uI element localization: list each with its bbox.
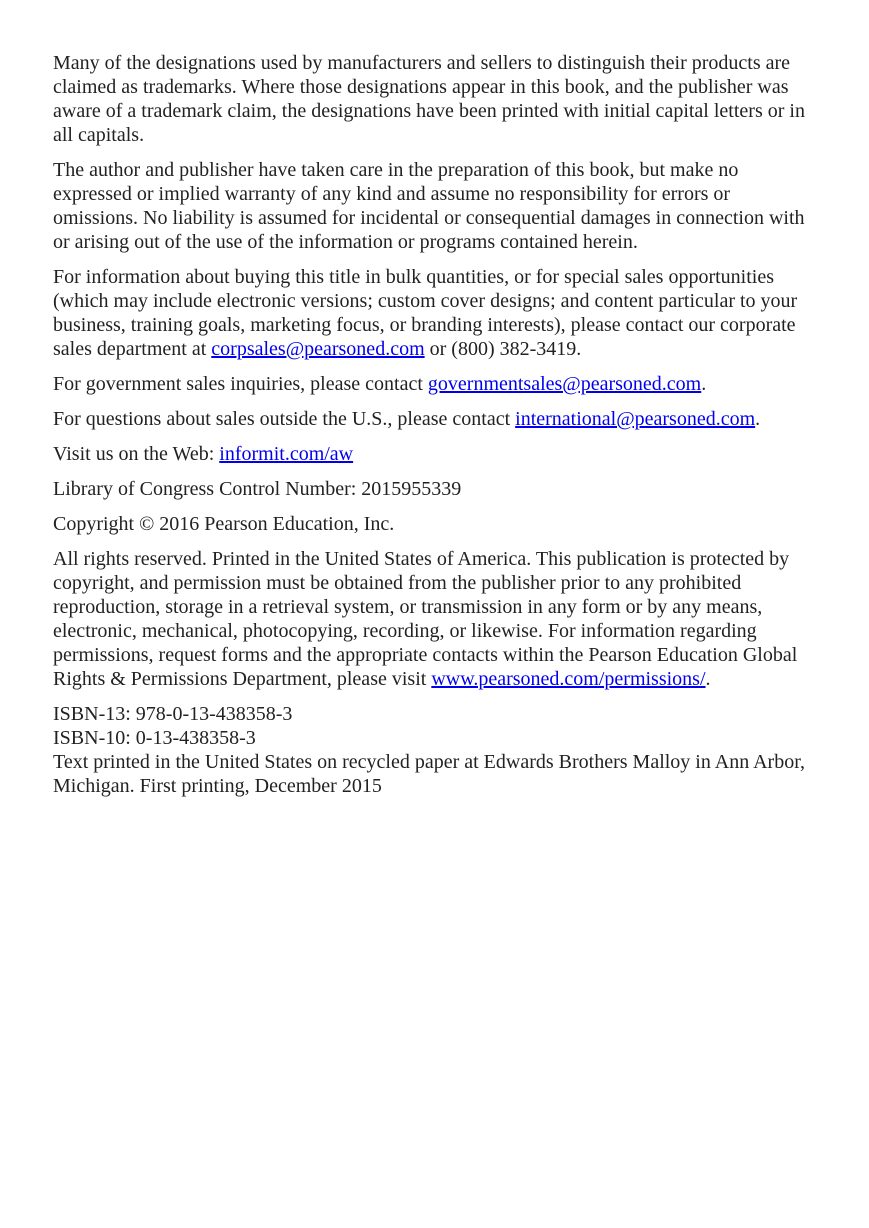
web-paragraph <box>53 442 819 466</box>
bulk-sales-paragraph <box>53 265 819 361</box>
rights-text: All rights reserved. Printed in the United States of America. This publication is protected by copyright, and permission must be obtained from the publisher prior to any prohibited reproduction, storage in a retrieval system, or transmission in any form or by any means, electronic, mechanical, photocopying, recording, or likewise. For information regarding permissions, request forms and the appropriate contacts within the Pearson Education Global Rights & Permissions Department, please visit <box>53 548 798 690</box>
international-sales-paragraph <box>53 407 819 431</box>
permissions-link[interactable]: www.pearsoned.com/permissions/ <box>431 668 706 690</box>
rights-period: . <box>705 668 711 690</box>
loc-control-number: Library of Congress Control Number: 2015955339 <box>53 478 462 500</box>
bulk-sales-phone-text: or (800) 382-3419. <box>424 338 582 360</box>
corpsales-email-link[interactable]: corpsales@pearsoned.com <box>211 338 425 360</box>
warranty-notice: The author and publisher have taken care in the preparation of this book, but make no expressed or implied warranty of any kind and assume no responsibility for errors or omissions. No liability is assumed for incidental or consequential damages in connection with or arising out of the use of the information or programs contained herein. <box>53 159 805 253</box>
isbn-10: ISBN-10: 0-13-438358-3 <box>53 727 256 749</box>
informit-link[interactable]: informit.com/aw <box>219 443 354 465</box>
rights-paragraph <box>53 547 819 691</box>
government-sales-text: For government sales inquiries, please contact <box>53 373 428 395</box>
international-sales-text: For questions about sales outside the U.S., please contact <box>53 408 516 430</box>
copyright-page <box>53 51 819 798</box>
governmentsales-email-link[interactable]: governmentsales@pearsoned.com <box>427 373 702 395</box>
trademark-notice: Many of the designations used by manufacturers and sellers to distinguish their products are claimed as trademarks. Where those designations appear in this book, and the publisher was aware of a trademark claim, the designations have been printed with initial capital letters or in all capitals. <box>53 52 805 146</box>
international-email-link[interactable]: international@pearsoned.com <box>515 408 756 430</box>
bulk-sales-text: For information about buying this title in bulk quantities, or for special sales opportunities (which may include electronic versions; custom cover designs; and content particular to your business, training goals, marketing focus, or branding interests), please contact our corporate sales department at <box>53 266 798 360</box>
international-sales-period: . <box>755 408 761 430</box>
printing-note: Text printed in the United States on recycled paper at Edwards Brothers Malloy in Ann Arbor, Michigan. First printing, December 2015 <box>53 751 806 797</box>
isbn-13: ISBN-13: 978-0-13-438358-3 <box>53 703 293 725</box>
government-sales-period: . <box>701 373 707 395</box>
web-text: Visit us on the Web: <box>53 443 220 465</box>
government-sales-paragraph <box>53 372 819 396</box>
copyright-line: Copyright © 2016 Pearson Education, Inc. <box>53 513 395 535</box>
